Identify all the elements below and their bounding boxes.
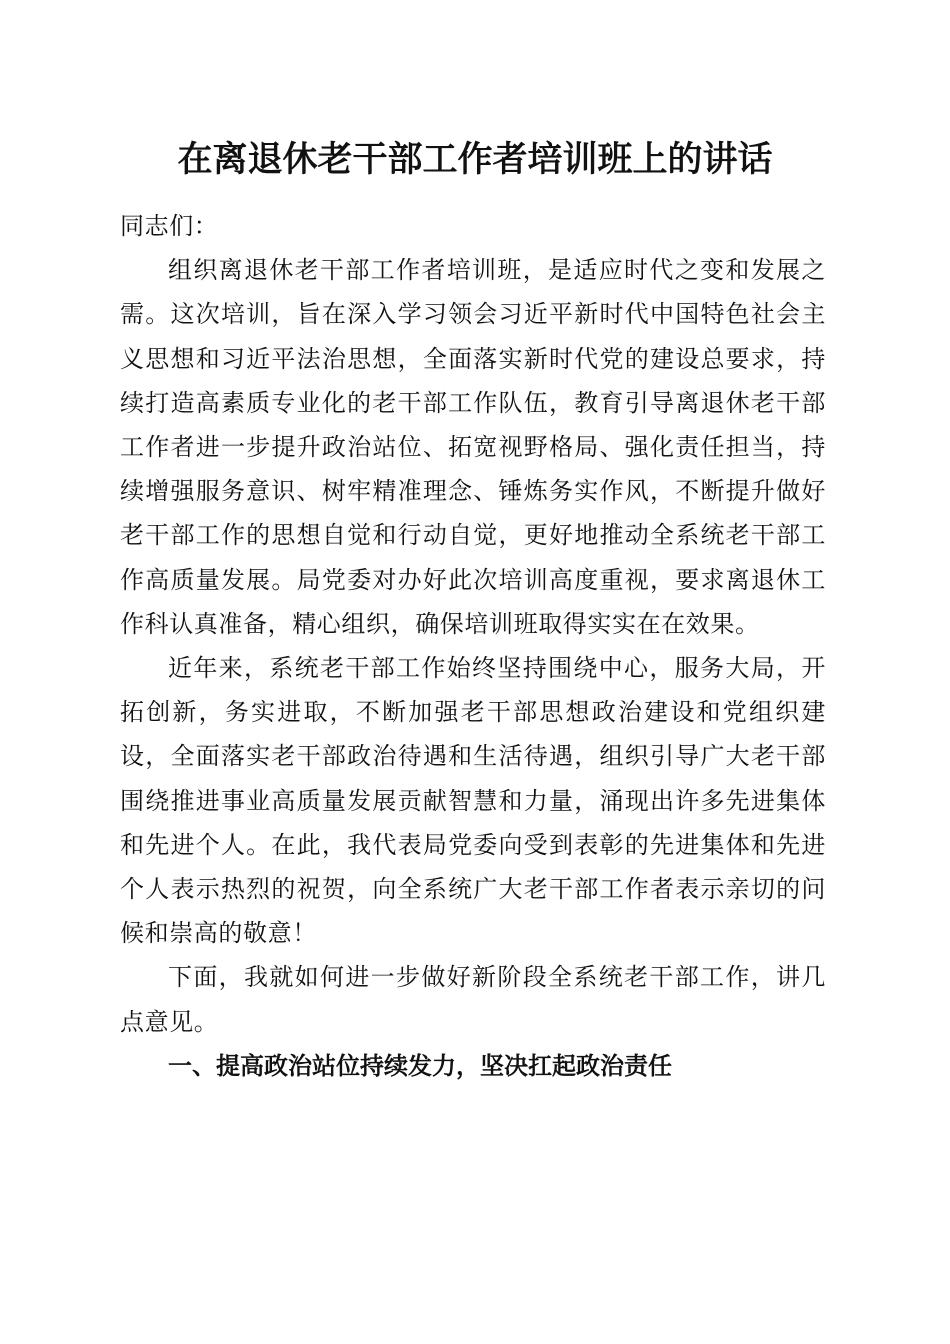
paragraph-2: 近年来，系统老干部工作始终坚持围绕中心，服务大局，开拓创新，务实进取，不断加强老干部思想政治建设和党组织建设，全面落实老干部政治待遇和生活待遇，组织引导广大老干部围绕推进事业高质量发展贡献智慧和力量，涌现出许多先进集体和先进个人。在此，我代表局党委向受到表彰的先进集体和先进个人表示热烈的祝贺，向全系统广大老干部工作者表示亲切的问候和崇高的敬意！: [120, 654, 826, 948]
salutation: 同志们：: [120, 212, 219, 240]
section-heading: 一、提高政治站位持续发力，坚决扛起政治责任: [168, 1051, 672, 1080]
document-title: 在离退休老干部工作者培训班上的讲话: [177, 139, 773, 180]
document-body: [120, 204, 826, 1088]
paragraph-3: 下面，我就如何进一步做好新阶段全系统老干部工作，讲几点意见。: [120, 963, 826, 1036]
paragraph-1: 组织离退休老干部工作者培训班，是适应时代之变和发展之需。这次培训，旨在深入学习领会习近平新时代中国特色社会主义思想和习近平法治思想，全面落实新时代党的建设总要求，持续打造高素质专业化的老干部工作队伍，教育引导离退休老干部工作者进一步提升政治站位、拓宽视野格局、强化责任担当，持续增强服务意识、树牢精准理念、锤炼务实作风，不断提升做好老干部工作的思想自觉和行动自觉，更好地推动全系统老干部工作高质量发展。局党委对办好此次培训高度重视，要求离退休工作科认真准备，精心组织，确保培训班取得实实在在效果。: [120, 256, 826, 638]
